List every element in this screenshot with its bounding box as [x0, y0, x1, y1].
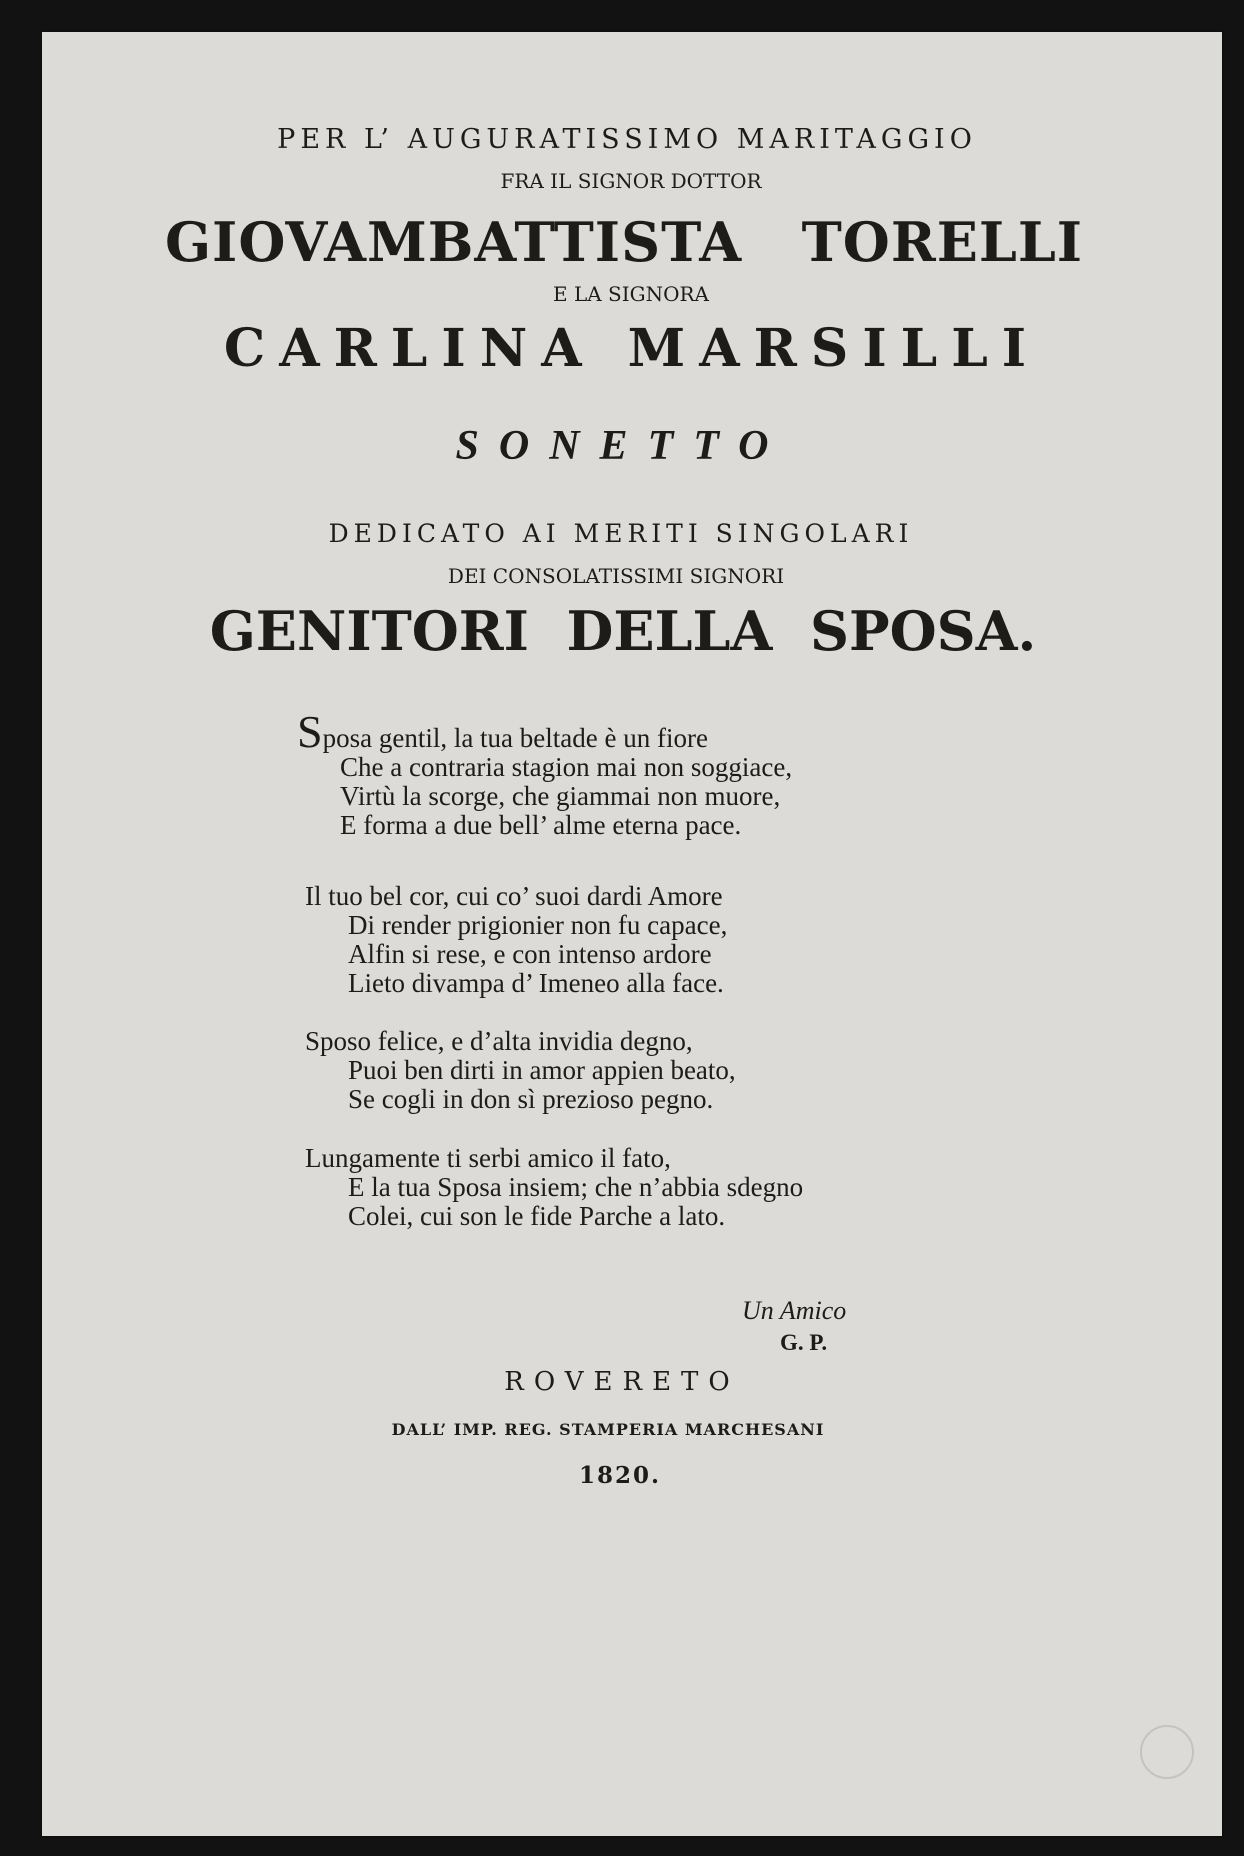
- verse-line: Puoi ben dirti in amor appien beato,: [348, 1055, 736, 1085]
- verse-line: Il tuo bel cor, cui co’ suoi dardi Amore: [305, 881, 723, 911]
- signature-initials: G. P.: [780, 1330, 828, 1355]
- verse-line: [297, 706, 792, 757]
- verse-line: Che a contraria stagion mai non soggiace,: [340, 752, 793, 782]
- imprint-city: ROVERETO: [504, 1367, 740, 1397]
- verse-line: Colei, cui son le fide Parche a lato.: [348, 1201, 726, 1231]
- header-line-1: PER L’ AUGURATISSIMO MARITAGGIO: [277, 124, 977, 155]
- verse-line: Di render prigionier non fu capace,: [348, 910, 728, 940]
- header-line-2: FRA IL SIGNOR DOTTOR: [500, 169, 762, 193]
- verse-line: Se cogli in don sì prezioso pegno.: [348, 1084, 714, 1114]
- broadside-sheet: [42, 32, 1222, 1836]
- sonnet-stanza-2: [305, 882, 727, 998]
- dedication-line-2: DEI CONSOLATISSIMI SIGNORI: [447, 564, 785, 588]
- library-stamp: [1140, 1725, 1194, 1779]
- sonnet-stanza-4: [305, 1144, 803, 1231]
- groom-name: GIOVAMBATTISTA TORELLI: [164, 210, 1084, 274]
- imprint-year: 1820.: [578, 1462, 662, 1489]
- drop-cap: S: [297, 706, 323, 757]
- signature-line-1: Un Amico: [742, 1296, 847, 1325]
- dedication-line-1: DEDICATO AI MERITI SINGOLARI: [328, 519, 914, 548]
- verse-text: posa gentil, la tua beltade è un fiore: [322, 723, 708, 753]
- sonnet-stanza-3: [305, 1027, 736, 1114]
- verse-line: Alfin si rese, e con intenso ardore: [348, 939, 712, 969]
- verse-line: Virtù la scorge, che giammai non muore,: [340, 781, 781, 811]
- verse-line: E la tua Sposa insiem; che n’abbia sdegno: [348, 1172, 804, 1202]
- verse-line: Lieto divampa d’ Imeneo alla face.: [348, 968, 724, 998]
- verse-line: E forma a due bell’ alme eterna pace.: [340, 810, 742, 840]
- header-line-3: E LA SIGNORA: [552, 282, 709, 306]
- genre-title: SONETTO: [455, 423, 789, 469]
- bride-name: CARLINA MARSILLI: [223, 318, 1041, 379]
- dedication-line-3: GENITORI DELLA SPOSA.: [209, 599, 1037, 663]
- verse-line: Sposo felice, e d’alta invidia degno,: [305, 1026, 693, 1056]
- imprint-printer: DALL’ IMP. REG. STAMPERIA MARCHESANI: [391, 1420, 825, 1439]
- sonnet-stanza-1: [297, 706, 793, 840]
- verse-line: Lungamente ti serbi amico il fato,: [305, 1143, 671, 1173]
